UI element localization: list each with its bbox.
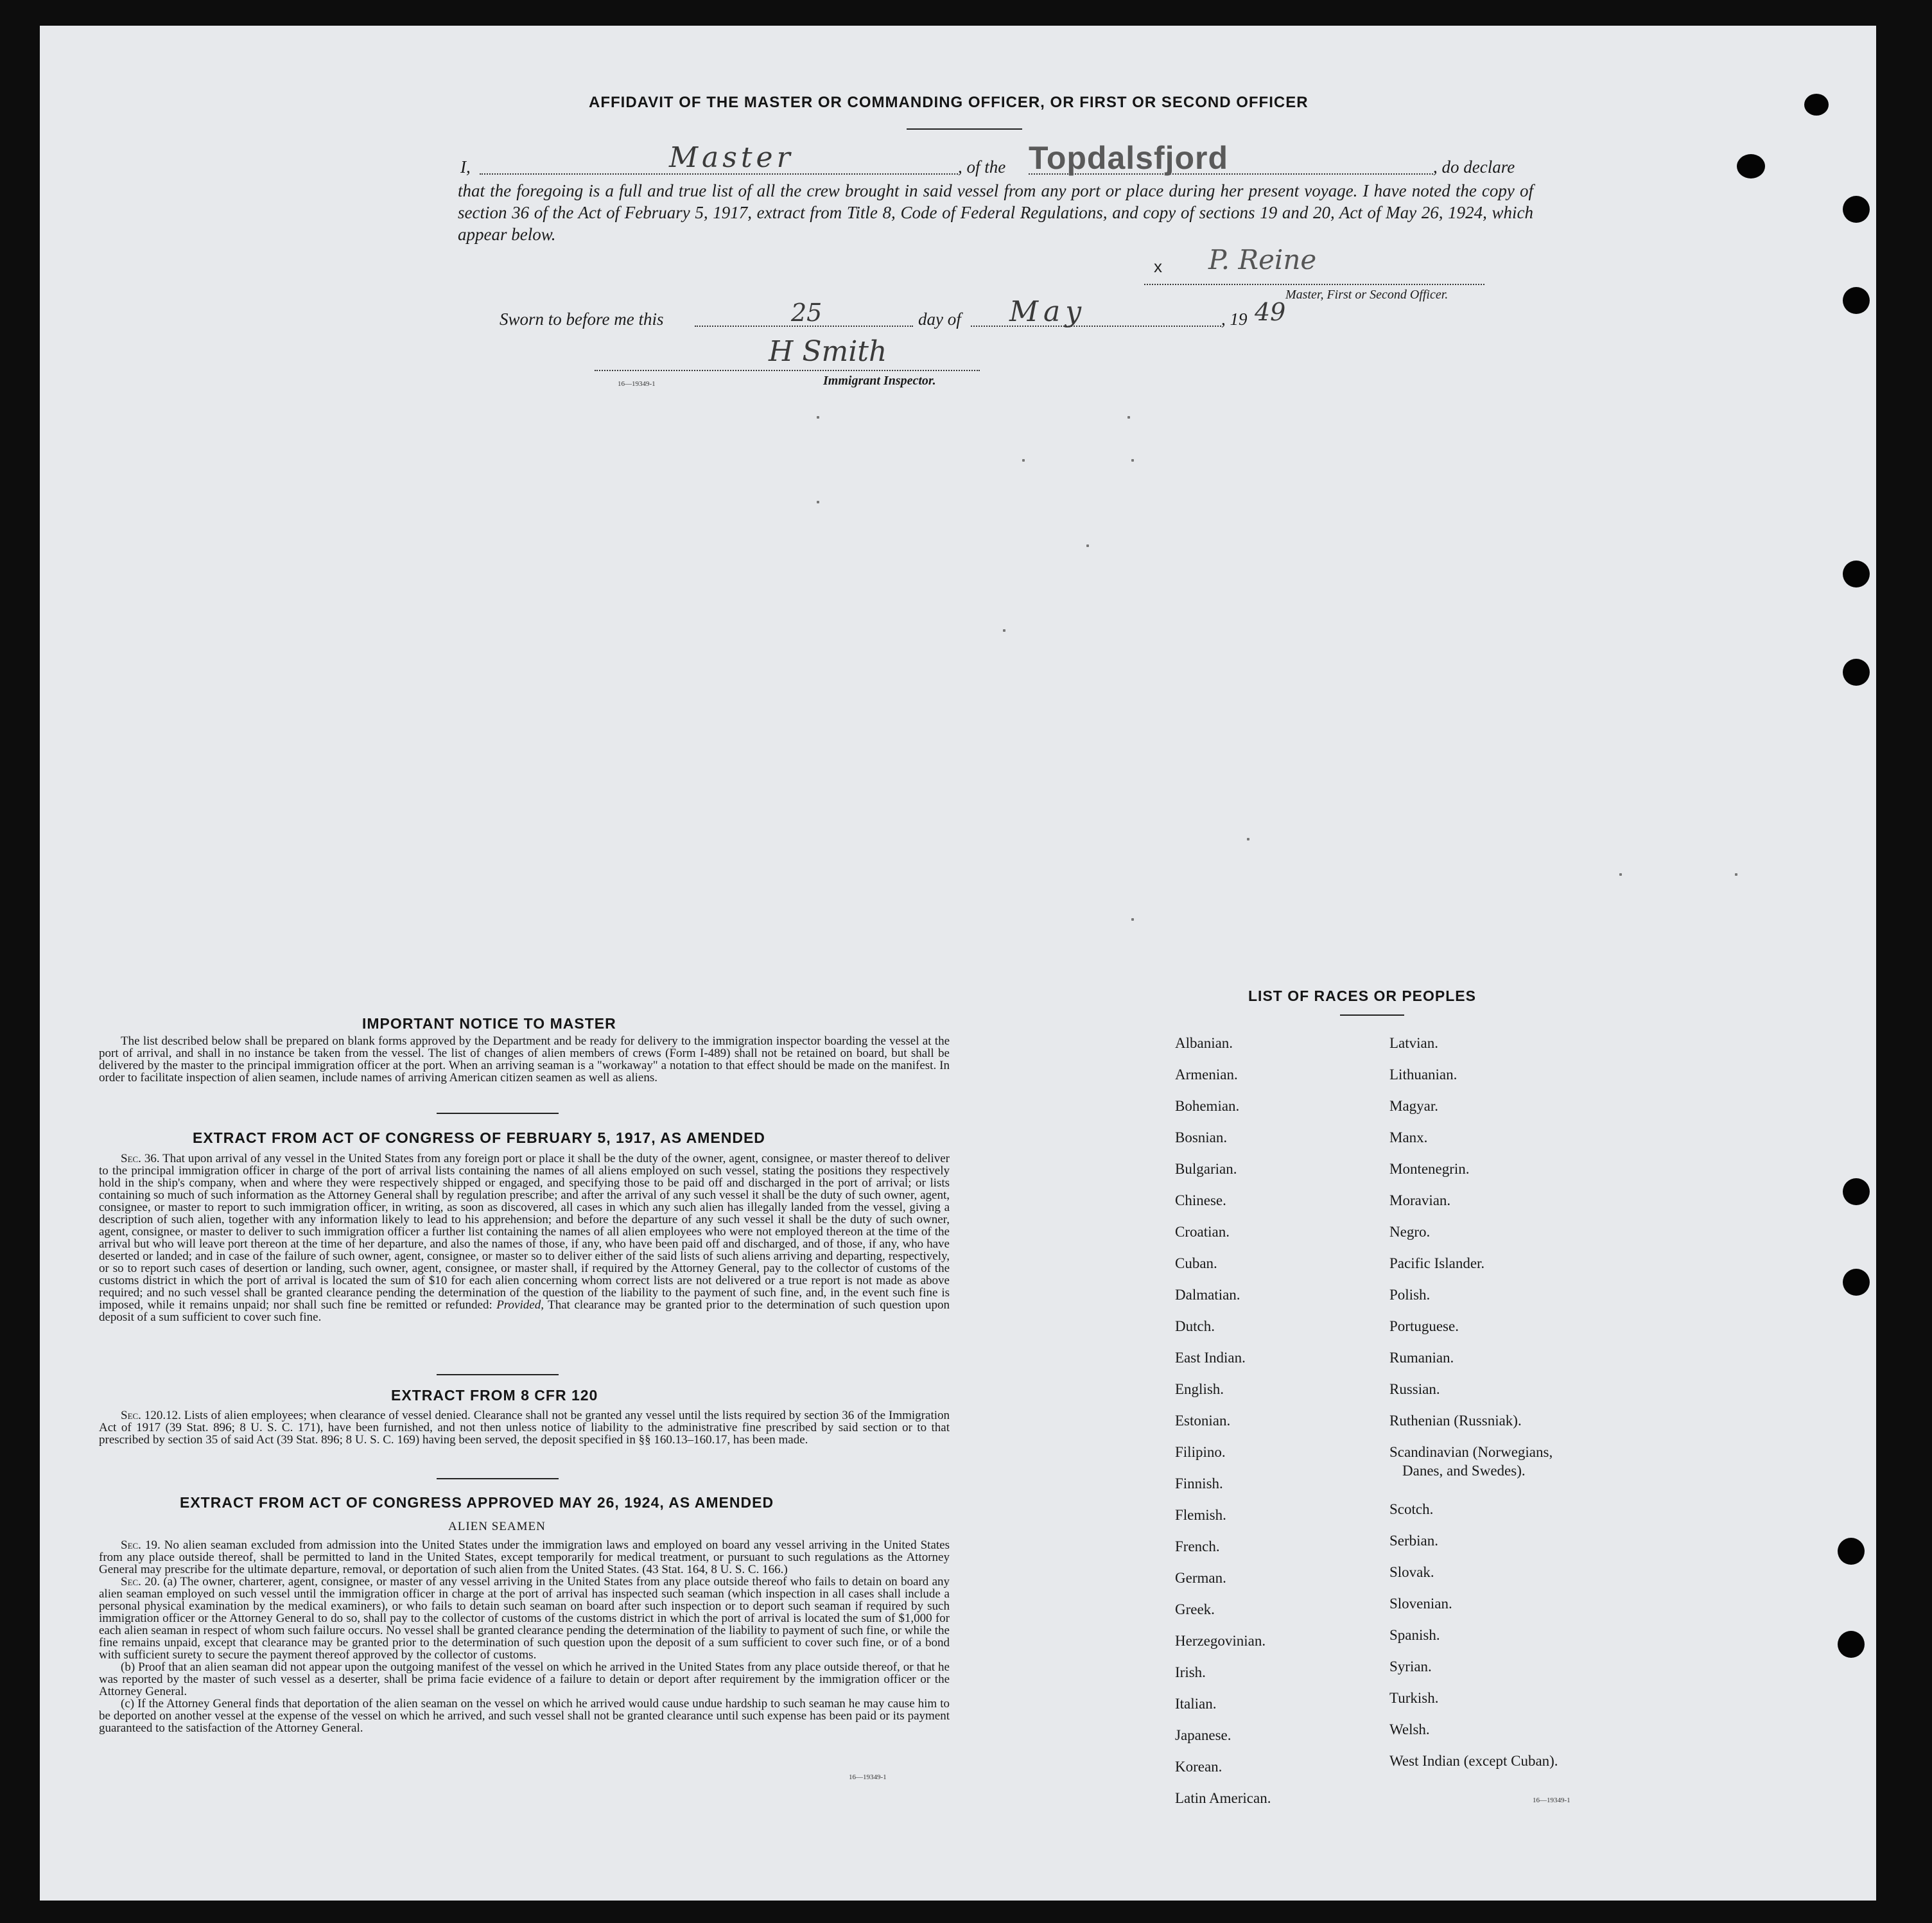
extract-1917-text <box>99 1153 950 1323</box>
sec-120-label: Sec. 120.12. <box>121 1409 181 1422</box>
punch-hole <box>1843 287 1870 314</box>
punch-hole <box>1843 659 1870 686</box>
race-item: Pacific Islander. <box>1389 1255 1485 1271</box>
inspector-caption: Immigrant Inspector. <box>823 374 936 388</box>
race-item: Rumanian. <box>1389 1350 1454 1366</box>
notice-paragraph: The list described below shall be prepared on blank forms approved by the Department and be ready for delivery to the immigration inspector boarding the vessel at the port of arrival, and shall in no instance be taken from the vessel. The list of changes of alien members of crews (Form I-489) shall not be retained on board, but shall be delivered by the master to the principal immigration officer at the port. When an arriving seaman is a "workaway" a notation to that effect should be made on the manifest. In order to facilitate inspection of alien seamen, include names of arriving American citizen seamen as well as aliens. <box>99 1034 950 1084</box>
sec-120-text: Lists of alien employees; when clearance of vessel denied. Clearance shall not be granted any vessel until the lists required by section 36 of the Immigration Act of 1917 (39 Stat. 896; 8 U. S. C. 171), have been furnished, and not then unless notice of liability to the administrative fine prescribed by said section or to that prescribed by section 35 of said Act (39 Stat. 896; 8 U. S. C. 169) having been served, the deposit specified in §§ 160.13–160.17, has been made. <box>99 1409 950 1447</box>
race-item: German. <box>1175 1570 1226 1586</box>
speck <box>1735 873 1737 876</box>
notice-title: IMPORTANT NOTICE TO MASTER <box>362 1015 616 1032</box>
race-item: Serbian. <box>1389 1533 1439 1549</box>
race-item: Japanese. <box>1175 1727 1231 1743</box>
section-rule <box>437 1113 559 1114</box>
sec-20-label: Sec. 20. <box>121 1575 161 1588</box>
month-line <box>971 324 1221 327</box>
signature-mark: x <box>1154 257 1162 276</box>
speck <box>817 416 819 419</box>
race-item: Finnish. <box>1175 1475 1223 1492</box>
master-signature: P. Reine <box>1208 244 1317 275</box>
year-prefix: , 19 <box>1221 309 1248 329</box>
race-item: West Indian (except Cuban). <box>1389 1753 1558 1769</box>
race-item: Latin American. <box>1175 1790 1271 1806</box>
race-item: Cuban. <box>1175 1255 1217 1271</box>
speck <box>1131 459 1134 462</box>
race-item: Negro. <box>1389 1224 1431 1240</box>
race-item: Magyar. <box>1389 1098 1439 1114</box>
sec-20c-text: (c) If the Attorney General finds that deportation of the alien seaman on the vessel on which he arrived would cause undue hardship to such seaman he may cause him to be deported on another vessel at the expense of the vessel on which he arrived, and such vessel shall not be granted clearance until such expense has been paid or its payment guaranteed to the satisfaction of the Attorney General. <box>99 1697 950 1735</box>
signature-caption: Master, First or Second Officer. <box>1285 288 1449 302</box>
race-item: Estonian. <box>1175 1413 1231 1429</box>
race-item: Albanian. <box>1175 1035 1233 1051</box>
affidavit-title: AFFIDAVIT OF THE MASTER OR COMMANDING OFFICER, OR FIRST OR SECOND OFFICER <box>589 94 1309 111</box>
race-item: French. <box>1175 1538 1220 1554</box>
race-item: Dutch. <box>1175 1318 1215 1334</box>
speck <box>1131 918 1134 921</box>
proviso-label: Provided, <box>496 1298 544 1312</box>
race-item: Scotch. <box>1389 1501 1434 1517</box>
punch-hole <box>1843 561 1870 587</box>
year-field: 49 <box>1255 298 1286 326</box>
race-item: Bohemian. <box>1175 1098 1240 1114</box>
race-item: Flemish. <box>1175 1507 1226 1523</box>
punch-hole <box>1737 154 1765 178</box>
i-label: I, <box>460 157 471 177</box>
race-item: Russian. <box>1389 1381 1440 1397</box>
of-the-label: , of the <box>958 157 1006 177</box>
race-item: Armenian. <box>1175 1066 1238 1083</box>
race-item: Scandinavian (Norwegians, <box>1389 1444 1553 1460</box>
speck <box>1247 838 1249 840</box>
title-rule <box>907 128 1022 130</box>
punch-hole <box>1838 1538 1865 1565</box>
extract-1924-text <box>99 1539 950 1734</box>
race-item: Korean. <box>1175 1759 1223 1775</box>
race-item: Lithuanian. <box>1389 1066 1458 1083</box>
day-field: 25 <box>791 299 822 327</box>
race-item: Polish. <box>1389 1287 1431 1303</box>
extract-cfr-title: EXTRACT FROM 8 CFR 120 <box>391 1387 598 1404</box>
extract-1924-title: EXTRACT FROM ACT OF CONGRESS APPROVED MAY 26, 1924, AS AMENDED <box>180 1494 774 1511</box>
punch-hole <box>1843 1178 1870 1205</box>
speck <box>817 501 819 503</box>
race-item: Ruthenian (Russniak). <box>1389 1413 1522 1429</box>
race-item: Italian. <box>1175 1696 1217 1712</box>
speck <box>1003 629 1005 632</box>
race-item: Portuguese. <box>1389 1318 1459 1334</box>
punch-hole <box>1838 1631 1865 1658</box>
race-item: Chinese. <box>1175 1192 1226 1208</box>
inspector-signature: H Smith <box>769 335 887 368</box>
speck <box>1022 459 1025 462</box>
declare-label: , do declare <box>1433 157 1515 177</box>
speck <box>1127 416 1130 419</box>
vessel-name-stamp: Topdalsfjord <box>1029 140 1229 176</box>
race-item: Bosnian. <box>1175 1129 1228 1145</box>
race-item: Dalmatian. <box>1175 1287 1240 1303</box>
form-number-right: 16—19349-1 <box>1533 1797 1571 1804</box>
race-item: Greek. <box>1175 1601 1215 1617</box>
form-number-left: 16—19349-1 <box>849 1773 887 1781</box>
speck <box>1086 544 1089 547</box>
section-rule <box>437 1478 559 1479</box>
extract-cfr-text <box>99 1409 950 1446</box>
race-item: Latvian. <box>1389 1035 1438 1051</box>
race-item: Irish. <box>1175 1664 1206 1680</box>
race-item: Bulgarian. <box>1175 1161 1237 1177</box>
notice-text <box>99 1035 950 1084</box>
name-field: Master <box>669 141 794 174</box>
race-item: Turkish. <box>1389 1690 1439 1706</box>
speck <box>1619 873 1622 876</box>
sec-36-label: Sec. 36. <box>121 1152 160 1165</box>
race-item: Montenegrin. <box>1389 1161 1470 1177</box>
sec-19-label: Sec. 19. <box>121 1538 161 1552</box>
race-item: Croatian. <box>1175 1224 1230 1240</box>
form-number-top: 16—19349-1 <box>618 380 656 388</box>
races-title: LIST OF RACES OR PEOPLES <box>1248 988 1476 1004</box>
race-item: Slovak. <box>1389 1564 1434 1580</box>
alien-seamen-subtitle: ALIEN SEAMEN <box>448 1520 546 1533</box>
race-item: Moravian. <box>1389 1192 1451 1208</box>
sec-36-text: That upon arrival of any vessel in the United States from any foreign port or place it shall be the duty of the owner, agent, consignee, or master thereof to deliver to the principal immigration officer in charge of the port of arrival lists containing the names of all aliens employed on such vessel, stating the positions they respectively hold in the ship's company, when and where they were respectively shipped or engaged, and specifying those to be paid off and discharged in the port of arrival; or lists containing so much of such information as the Attorney General shall by regulation prescribe; and after the arrival of any such vessel it shall be the duty of such owner, agent, consignee, or master to report to such immigration officer, in writing, as soon as discovered, all cases in which any such alien has illegally landed from the vessel, giving a description of such alien, together with any information likely to lead to his apprehension; and before the departure of any such vessel it shall be the duty of such owner, agent, consignee, or master to deliver to such immigration officer a further list containing the names of all alien employees who were not employed thereon at the time of the arrival but who will leave port thereon at the time of her departure, and also the names of those, if any, who have been paid off and discharged, and of those, if any, who have deserted or landed; and in case of the failure of such owner, agent, consignee, or master so to deliver either of the said lists of such aliens arriving and departing, respectively, or so to report such cases of desertion or landing, such owner, agent, consignee, or master shall, if required by the Attorney General, pay to the collector of customs of the customs district in which the port of arrival is located the sum of $10 for each alien concerning whom correct lists are not delivered or a true report is not made as above required; and no such vessel shall be granted clearance pending the determination of the question of the liability to the payment of such fine, and, in the event such fine is imposed, while it remains unpaid; nor shall such fine be remitted or refunded: <box>99 1152 950 1312</box>
race-item: Filipino. <box>1175 1444 1226 1460</box>
race-item: East Indian. <box>1175 1350 1246 1366</box>
section-rule <box>437 1374 559 1375</box>
race-item: English. <box>1175 1381 1224 1397</box>
inspector-line <box>595 369 980 371</box>
sworn-label: Sworn to before me this <box>500 309 664 329</box>
race-item: Slovenian. <box>1389 1596 1452 1612</box>
race-item: Manx. <box>1389 1129 1428 1145</box>
proviso-text: That clearance may be granted prior to the determination of such question upon deposit of a sum sufficient to cover such fine. <box>99 1298 950 1324</box>
punch-hole <box>1843 196 1870 223</box>
race-item: Danes, and Swedes). <box>1402 1463 1526 1479</box>
race-item: Syrian. <box>1389 1658 1432 1675</box>
day-of-label: day of <box>918 309 961 329</box>
sec-20a-text: (a) The owner, charterer, agent, consignee, or master of any vessel arriving in the United States from any place outside thereof who fails to detain on board any alien seaman employed on such vessel until the immigration officer in charge at the port of arrival has inspected such seaman (which inspection in all cases shall include a personal physical examination by the medical examiners), or who fails to detain such seaman on board after such inspection or to deport such seaman if required by such immigration officer or the Attorney General to do so, shall pay to the collector of customs of the customs district in which the port of arrival is located the sum of $1,000 for each alien seaman in respect of whom such failure occurs. No vessel shall be granted clearance pending the determination of the liability to payment of such fine, or while the fine remains unpaid, except that clearance may be granted prior to the determination of such question upon the deposit of a sum sufficient to cover such fine, or of a bond with sufficient surety to secure the payment thereof approved by the collector of customs. <box>99 1575 950 1662</box>
sec-20b-text: (b) Proof that an alien seaman did not appear upon the outgoing manifest of the vessel on which he arrived in the United States from any place outside thereof, or that he was reported by the master of such vessel as a deserter, shall be prima facie evidence of a failure to detain or deport after requirement by the immigration officer or the Attorney General. <box>99 1660 950 1698</box>
sec-19-text: No alien seaman excluded from admission into the United States under the immigration laws and employed on board any vessel arriving in the United States from any place outside thereof, shall be permitted to land in the United States, except temporarily for medical treatment, or pursuant to such regulations as the Attorney General may prescribe for the ultimate departure, removal, or deportation of such alien from the United States. (43 Stat. 164, 8 U. S. C. 166.) <box>99 1538 950 1576</box>
race-item: Herzegovinian. <box>1175 1633 1266 1649</box>
punch-hole <box>1843 1269 1870 1296</box>
month-field: May <box>1009 295 1087 328</box>
affidavit-body: that the foregoing is a full and true list of all the crew brought in said vessel from any port or place during her present voyage. I have noted the copy of section 36 of the Act of February 5, 1917, extract from Title 8, Code of Federal Regulations, and copy of sections 19 and 20, Act of May 26, 1924, which appear below. <box>458 181 1533 244</box>
punch-hole <box>1804 94 1829 116</box>
extract-1917-title: EXTRACT FROM ACT OF CONGRESS OF FEBRUARY 5, 1917, AS AMENDED <box>193 1129 765 1146</box>
race-item: Spanish. <box>1389 1627 1440 1643</box>
signature-line <box>1144 283 1484 285</box>
race-item: Welsh. <box>1389 1721 1430 1737</box>
document-page <box>40 26 1876 1901</box>
races-rule <box>1340 1014 1404 1016</box>
